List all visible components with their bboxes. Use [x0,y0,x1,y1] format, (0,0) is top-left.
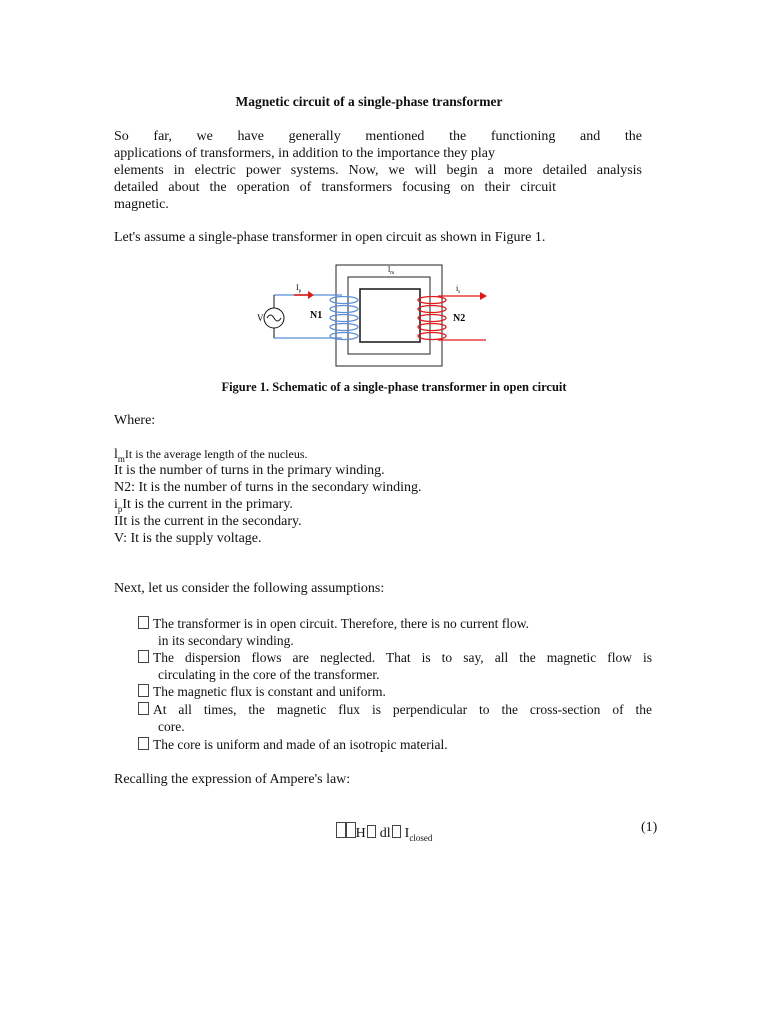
lm-symbol: l [114,447,118,462]
v-label: V [257,313,264,323]
ip-label: $I_p$ [296,283,302,294]
bullet-box-icon [138,650,149,663]
intro-line-1: So far, we have generally mentioned the functioning and the [114,129,642,144]
assumption-3-line-1: The magnetic flux is constant and uniform. [153,684,386,699]
assumption-4-line-1: At all times, the magnetic flux is perpendicular to the cross-section of the [153,702,652,717]
voltage-source [264,295,284,338]
definition-is: IIt is the current in the secondary. [114,514,302,529]
equation-h: H [355,826,366,841]
ampere-intro: Recalling the expression of Ampere's law: [114,772,351,787]
definition-v: V: It is the supply voltage. [114,531,262,546]
assumption-1 [138,615,652,649]
dot-operator-icon [367,825,376,838]
vector-overline-icon [346,822,356,838]
equation-i-subscript: closed [409,832,433,843]
ip-symbol: i [114,497,118,512]
assumption-5-line-1: The core is uniform and made of an isotropic material. [153,737,448,752]
intro-line-5: magnetic. [114,197,169,212]
page-title: Magnetic circuit of a single-phase transformer [235,94,503,109]
lm-label: $l_m$ [388,265,395,276]
where-label: Where: [114,413,156,428]
assumption-4-line-2: core. [158,719,185,734]
assumption-5 [138,736,652,753]
equation-i: I [404,826,410,841]
bullet-box-icon [138,702,149,715]
equation-number: (1) [641,820,658,835]
intro-line-3: elements in electric power systems. Now, we will begin a more detailed analysis [114,163,642,178]
assumptions-intro: Next, let us consider the following assumptions: [114,581,385,596]
ip-definition-text: It is the current in the primary. [122,497,293,512]
core-window [360,289,420,342]
definition-ip [114,497,293,514]
closed-integral-icon [336,822,346,838]
equation-dl: dl [379,826,391,841]
ip-subscript: p [117,503,123,514]
is-label: $i_s$ [456,284,461,295]
bullet-box-icon [138,684,149,697]
ip-arrowhead [308,291,314,299]
bullet-box-icon [138,737,149,750]
assumption-4-line-1-wrap [138,701,652,718]
bullet-box-icon [138,616,149,629]
assumption-4 [138,701,652,735]
definition-lm [114,447,308,464]
assumption-1-line-1: The transformer is in open circuit. Therefore, there is no current flow. [153,616,529,631]
lm-definition-text: It is the average length of the nucleus. [124,447,308,461]
assumption-2-line-1: The dispersion flows are neglected. That is to say, all the magnetic flow is [153,650,652,665]
definition-n1: It is the number of turns in the primary winding. [114,463,385,478]
intro-line-2: applications of transformers, in addition to the importance they play [114,146,496,161]
assumption-2-line-1-wrap [138,649,652,666]
assume-sentence: Let's assume a single-phase transformer in open circuit as shown in Figure 1. [114,230,546,245]
assumption-3 [138,683,652,700]
transformer-schematic [250,258,500,373]
is-arrowhead [480,292,487,300]
secondary-winding [418,296,486,340]
n2-label: N2 [453,313,466,324]
intro-line-4: detailed about the operation of transformers focusing on their circuit [114,180,556,195]
assumption-2-line-2: circulating in the core of the transformer. [158,667,380,682]
assumption-1-line-2: in its secondary winding. [158,633,294,648]
assumption-2 [138,649,652,683]
lm-subscript: m [117,453,125,464]
definition-n2: N2: It is the number of turns in the secondary winding. [114,480,422,495]
n1-label: N1 [310,310,323,321]
figure-caption: Figure 1. Schematic of a single-phase transformer in open circuit [221,380,567,394]
equals-icon [392,825,401,838]
